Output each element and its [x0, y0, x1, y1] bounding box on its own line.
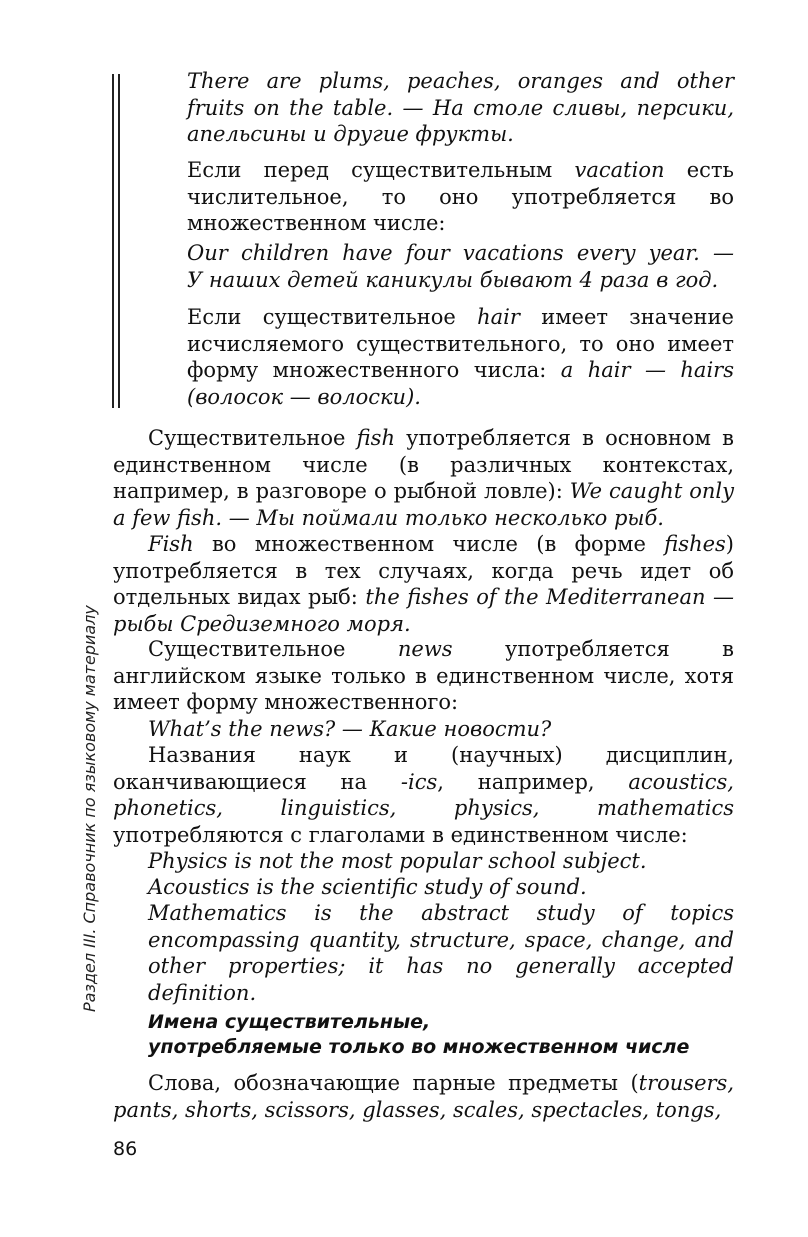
example-fruits-ru: — На столе сливы, персики, апельсины и другие фрукты.: [187, 95, 734, 146]
fishes-word-1: Fish: [148, 532, 194, 556]
example-physics: [148, 848, 734, 875]
news-text-a: Существительное: [148, 637, 346, 661]
example-vacations: [187, 240, 734, 293]
margin-rule-right: [118, 74, 120, 408]
example-mathematics: [148, 900, 734, 1006]
sciences-words: acoustics, phonetics, linguistics, physics, mathematics: [113, 769, 734, 820]
example-acoustics: [148, 874, 734, 901]
hair-example: a hair — hairs (волосок — волоски).: [187, 358, 734, 409]
hair-word: hair: [477, 305, 520, 329]
example-acoustics-text: Acoustics is the scientific study of sound.: [148, 875, 587, 899]
paragraph-sciences: [113, 742, 734, 848]
fishes-word-2: fishes: [664, 532, 726, 556]
paragraph-fish: [113, 425, 734, 531]
example-news: [148, 716, 734, 743]
example-vacations-ru: У наших детей каникулы бывают 4 раза в год.: [187, 267, 719, 292]
hair-text-a: Если существительное: [187, 305, 456, 329]
section-heading-line-2: употребляемые только во множественном числе: [148, 1036, 690, 1058]
vacation-word: vacation: [574, 158, 665, 182]
sciences-suffix: -ics: [400, 769, 438, 794]
paragraph-hair: [187, 304, 734, 410]
fish-text-a: Существительное: [148, 426, 346, 450]
sciences-text-a: Названия наук и (научных) дисциплин, оканчивающиеся на: [113, 743, 734, 794]
section-heading: [148, 1010, 734, 1060]
sciences-text-c: употребляются с глаголами в единственном числе:: [113, 822, 688, 847]
example-physics-text: Physics is not the most popular school subject.: [148, 849, 647, 873]
section-sidebar-label: Раздел III. Справочник по языковому материалу: [80, 605, 99, 1012]
pairs-words: trousers, pants, shorts, scissors, glasses, scales, spectacles, tongs,: [113, 1071, 734, 1122]
paragraph-news: [113, 636, 734, 716]
section-heading-line-1: Имена существительные,: [148, 1011, 431, 1033]
vacation-text-b: есть числительное, то оно употребляется во множественном числе:: [187, 158, 734, 235]
fishes-text-b: ) употребляется в тех случаях, когда речь идет об отдельных видах рыб:: [113, 532, 734, 609]
sciences-text-b: , например,: [437, 769, 595, 794]
fishes-example: the fishes of the Mediterranean — рыбы Средиземного моря.: [113, 585, 734, 636]
hair-text-b: имеет значение исчисляемого существительного, то оно имеет форму множественного числа:: [187, 305, 734, 382]
news-text-b: употребляется в английском языке только в единственном числе, хотя имеет форму множественного:: [113, 637, 734, 714]
example-fruits: [187, 68, 734, 148]
fish-text-b: употребляется в основном в единственном числе (в различных контекстах, например, в разговоре о рыбной ловле):: [113, 426, 734, 503]
example-news-text: What’s the news? — Какие новости?: [148, 717, 552, 741]
paragraph-pairs: [113, 1070, 734, 1123]
vacation-text-a: Если перед существительным: [187, 158, 553, 182]
fish-word: fish: [356, 426, 395, 450]
example-vacations-en: Our children have four vacations every year. —: [187, 241, 734, 265]
example-mathematics-text: Mathematics is the abstract study of topics encompassing quantity, structure, space, change, and other properties; it has no generally accepted definition.: [148, 901, 734, 1005]
paragraph-fishes: [113, 531, 734, 637]
example-fruits-en: There are plums, peaches, oranges and other fruits on the table.: [187, 69, 734, 120]
margin-rule-left: [112, 74, 114, 408]
fish-example: We caught only a few fish. — Мы поймали только несколько рыб.: [113, 479, 734, 530]
paragraph-vacation: [187, 157, 734, 237]
fishes-text-a: во множественном числе (в форме: [211, 532, 646, 556]
news-word: news: [397, 637, 453, 661]
page-number: 86: [113, 1138, 138, 1160]
pairs-text-a: Слова, обозначающие парные предметы (: [148, 1071, 639, 1095]
